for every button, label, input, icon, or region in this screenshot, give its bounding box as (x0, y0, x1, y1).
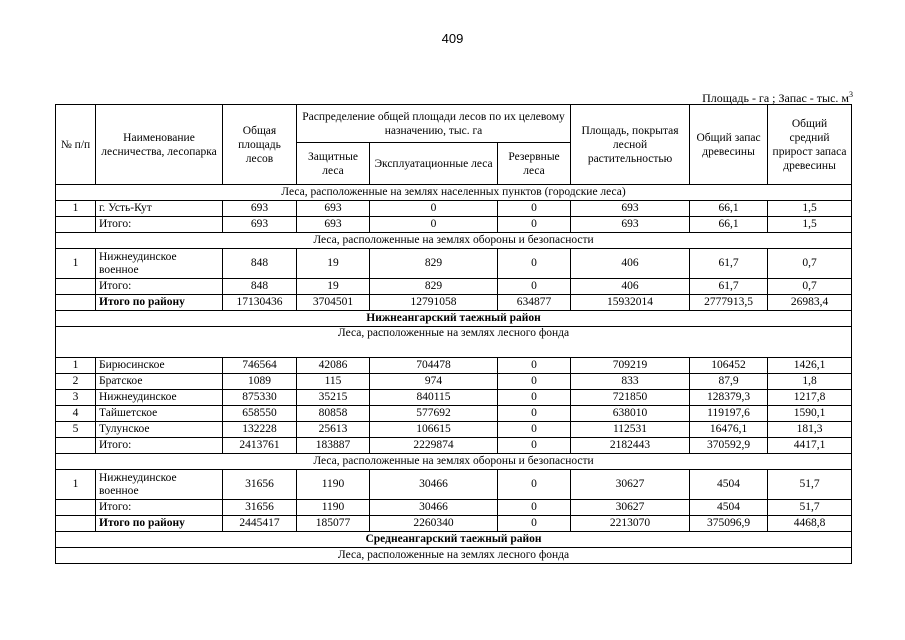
table-cell: 0 (498, 422, 571, 438)
forestry-name: Братское (96, 374, 223, 390)
table-cell: 974 (370, 374, 498, 390)
table-cell: 106452 (690, 358, 768, 374)
table-row (56, 390, 852, 406)
table-cell: 1190 (297, 500, 370, 516)
table-cell: 721850 (571, 390, 690, 406)
table-cell: 106615 (370, 422, 498, 438)
table-cell: 0 (498, 374, 571, 390)
table-cell: 66,1 (690, 217, 768, 233)
table-cell: 61,7 (690, 249, 768, 279)
table-cell: 2213070 (571, 516, 690, 532)
table-row (56, 201, 852, 217)
table-cell: 2777913,5 (690, 295, 768, 311)
table-cell: 128379,3 (690, 390, 768, 406)
forestry-name: Бирюсинское (96, 358, 223, 374)
row-number: 3 (56, 390, 96, 406)
row-number: 1 (56, 358, 96, 374)
section-row (56, 548, 852, 564)
table-cell: 2229874 (370, 438, 498, 454)
forestry-name: Итого по району (96, 295, 223, 311)
table-cell: 51,7 (768, 470, 852, 500)
region-row (56, 311, 852, 327)
section-title: Леса, расположенные на землях лесного фонда (56, 548, 852, 564)
table-cell: 0 (498, 390, 571, 406)
table-cell: 833 (571, 374, 690, 390)
row-number: 1 (56, 470, 96, 500)
row-number: 1 (56, 249, 96, 279)
row-number: 2 (56, 374, 96, 390)
section-row (56, 327, 852, 358)
table-cell: 0,7 (768, 279, 852, 295)
table-cell: 183887 (297, 438, 370, 454)
table-cell: 693 (297, 201, 370, 217)
table-cell: 634877 (498, 295, 571, 311)
section-title: Леса, расположенные на землях обороны и безопасности (56, 233, 852, 249)
table-cell: 370592,9 (690, 438, 768, 454)
table-cell: 848 (223, 279, 297, 295)
table-cell: 0 (498, 217, 571, 233)
forestry-name: Итого по району (96, 516, 223, 532)
row-number: 1 (56, 201, 96, 217)
table-cell: 61,7 (690, 279, 768, 295)
forestry-name: Итого: (96, 217, 223, 233)
page-number: 409 (441, 31, 464, 46)
forestry-name: Нижнеудинское военное (96, 470, 223, 500)
table-cell: 693 (223, 201, 297, 217)
table-cell: 30627 (571, 470, 690, 500)
table-row (56, 279, 852, 295)
table-cell: 1190 (297, 470, 370, 500)
table-cell: 4504 (690, 470, 768, 500)
table-row (56, 500, 852, 516)
table-cell: 829 (370, 249, 498, 279)
table-cell: 875330 (223, 390, 297, 406)
forestry-name: г. Усть-Кут (96, 201, 223, 217)
header-total-area: Общая площадь лесов (223, 105, 297, 185)
table-cell: 185077 (297, 516, 370, 532)
table-cell: 1217,8 (768, 390, 852, 406)
table-cell: 112531 (571, 422, 690, 438)
table-cell: 30466 (370, 500, 498, 516)
table-cell: 658550 (223, 406, 297, 422)
table-row (56, 358, 852, 374)
table-cell: 1,5 (768, 217, 852, 233)
table-cell: 0 (498, 406, 571, 422)
table-cell: 4468,8 (768, 516, 852, 532)
table-cell: 693 (571, 201, 690, 217)
table-cell: 80858 (297, 406, 370, 422)
table-row (56, 470, 852, 500)
row-number: 5 (56, 422, 96, 438)
table-cell: 15932014 (571, 295, 690, 311)
header-distribution: Распределение общей площади лесов по их целевому назначению, тыс. га (297, 105, 571, 143)
table-cell: 12791058 (370, 295, 498, 311)
table-cell: 0 (498, 516, 571, 532)
table-cell: 119197,6 (690, 406, 768, 422)
row-number: 4 (56, 406, 96, 422)
table-cell: 51,7 (768, 500, 852, 516)
table-cell: 1426,1 (768, 358, 852, 374)
table-cell: 638010 (571, 406, 690, 422)
table-cell: 406 (571, 249, 690, 279)
forestry-name: Итого: (96, 279, 223, 295)
table-row (56, 438, 852, 454)
header-stock: Общий запас древесины (690, 105, 768, 185)
table-cell: 2413761 (223, 438, 297, 454)
section-row (56, 185, 852, 201)
table-cell: 0 (498, 358, 571, 374)
table-cell: 848 (223, 249, 297, 279)
table-cell: 406 (571, 279, 690, 295)
table-cell: 0 (498, 500, 571, 516)
header-row-1 (56, 105, 852, 143)
header-exploitable: Эксплуатационные леса (370, 143, 498, 185)
table-cell: 35215 (297, 390, 370, 406)
table-cell: 1,8 (768, 374, 852, 390)
table-cell: 0 (370, 217, 498, 233)
table-cell: 704478 (370, 358, 498, 374)
forestry-name: Тулунское (96, 422, 223, 438)
table-cell: 0 (498, 470, 571, 500)
section-row (56, 454, 852, 470)
table-cell: 4417,1 (768, 438, 852, 454)
table-cell: 26983,4 (768, 295, 852, 311)
region-title: Нижнеангарский таежный район (56, 311, 852, 327)
table-cell: 0,7 (768, 249, 852, 279)
table-cell: 1590,1 (768, 406, 852, 422)
table-cell: 0 (498, 249, 571, 279)
table-body (56, 185, 852, 564)
row-number (56, 500, 96, 516)
section-title: Леса, расположенные на землях обороны и безопасности (56, 454, 852, 470)
section-title: Леса, расположенные на землях лесного фонда (56, 327, 852, 358)
table-row (56, 406, 852, 422)
table-cell: 693 (223, 217, 297, 233)
table-cell: 16476,1 (690, 422, 768, 438)
table-cell: 840115 (370, 390, 498, 406)
table-cell: 132228 (223, 422, 297, 438)
table-row (56, 217, 852, 233)
table-cell: 0 (370, 201, 498, 217)
table-cell: 693 (297, 217, 370, 233)
table-cell: 2182443 (571, 438, 690, 454)
table-cell: 19 (297, 249, 370, 279)
table-row (56, 249, 852, 279)
table-cell: 2260340 (370, 516, 498, 532)
forest-area-table (55, 104, 852, 564)
forestry-name: Нижнеудинское (96, 390, 223, 406)
table-cell: 3704501 (297, 295, 370, 311)
table-cell: 181,3 (768, 422, 852, 438)
district-total-row (56, 516, 852, 532)
table-cell: 25613 (297, 422, 370, 438)
header-protective: Защитные леса (297, 143, 370, 185)
table-row (56, 422, 852, 438)
row-number (56, 217, 96, 233)
header-covered-area: Площадь, покрытая лесной растительностью (571, 105, 690, 185)
header-name: Наименование лесничества, лесопарка (96, 105, 223, 185)
table-cell: 31656 (223, 470, 297, 500)
table-cell: 1089 (223, 374, 297, 390)
table-cell: 746564 (223, 358, 297, 374)
table-cell: 19 (297, 279, 370, 295)
table-cell: 709219 (571, 358, 690, 374)
table-cell: 693 (571, 217, 690, 233)
table-cell: 0 (498, 279, 571, 295)
table-cell: 66,1 (690, 201, 768, 217)
units-exponent: 3 (849, 90, 853, 99)
forestry-name: Итого: (96, 438, 223, 454)
table-cell: 17130436 (223, 295, 297, 311)
region-title: Среднеангарский таежный район (56, 532, 852, 548)
header-reserve: Резервные леса (498, 143, 571, 185)
table-row (56, 374, 852, 390)
table-cell: 31656 (223, 500, 297, 516)
table-cell: 87,9 (690, 374, 768, 390)
table-cell: 30466 (370, 470, 498, 500)
units-text: Площадь - га ; Запас - тыс. м (702, 91, 849, 105)
row-number (56, 295, 96, 311)
table-cell: 0 (498, 201, 571, 217)
section-title: Леса, расположенные на землях населенных пунктов (городские леса) (56, 185, 852, 201)
table-cell: 1,5 (768, 201, 852, 217)
district-total-row (56, 295, 852, 311)
table-cell: 4504 (690, 500, 768, 516)
table-cell: 577692 (370, 406, 498, 422)
forestry-name: Нижнеудинское военное (96, 249, 223, 279)
forestry-name: Тайшетское (96, 406, 223, 422)
header-growth: Общий средний прирост запаса древесины (768, 105, 852, 185)
table-cell: 115 (297, 374, 370, 390)
row-number (56, 438, 96, 454)
table-cell: 0 (498, 438, 571, 454)
forestry-name: Итого: (96, 500, 223, 516)
table-cell: 42086 (297, 358, 370, 374)
header-num: № п/п (56, 105, 96, 185)
row-number (56, 279, 96, 295)
section-row (56, 233, 852, 249)
table-cell: 375096,9 (690, 516, 768, 532)
table-cell: 30627 (571, 500, 690, 516)
row-number (56, 516, 96, 532)
region-row (56, 532, 852, 548)
table-cell: 2445417 (223, 516, 297, 532)
table-cell: 829 (370, 279, 498, 295)
